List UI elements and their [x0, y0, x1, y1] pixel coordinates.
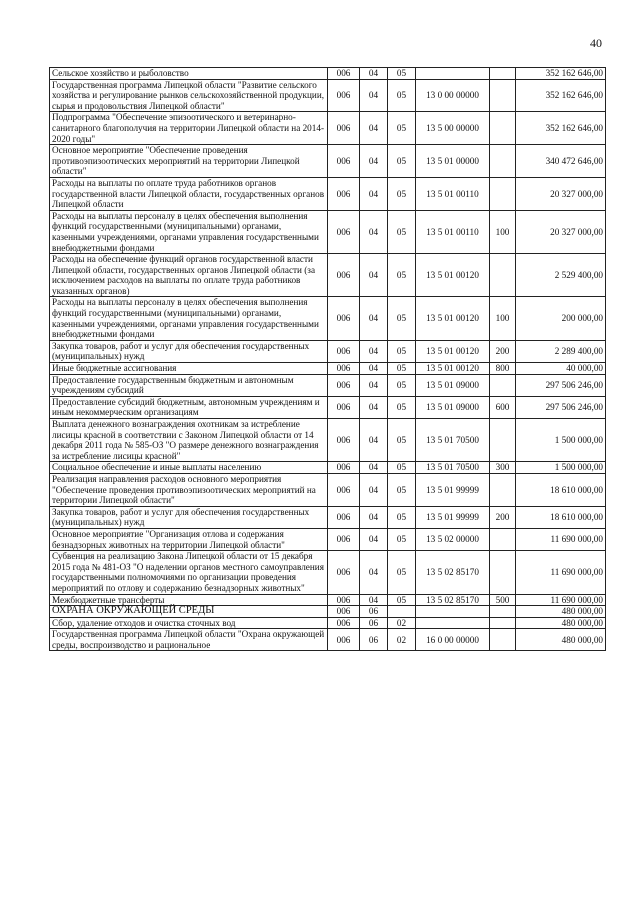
subsection-code-cell: 05	[388, 112, 416, 145]
expense-type-cell: 800	[490, 363, 516, 375]
amount-cell: 480 000,00	[516, 617, 606, 629]
expense-name-cell: Социальное обеспечение и иные выплаты населению	[50, 462, 328, 474]
section-code-cell: 04	[360, 594, 388, 606]
target-article-cell: 13 5 01 70500	[416, 462, 490, 474]
table-row	[50, 254, 606, 297]
table-row	[50, 297, 606, 340]
expense-name-cell: Предоставление государственным бюджетным и автономным учреждениям субсидий	[50, 374, 328, 396]
section-code-cell: 04	[360, 79, 388, 112]
expense-type-cell	[490, 551, 516, 594]
amount-cell: 20 327 000,00	[516, 177, 606, 210]
target-article-cell: 13 5 01 00110	[416, 210, 490, 253]
amount-cell: 297 506 246,00	[516, 396, 606, 418]
table-row	[50, 473, 606, 506]
amount-cell: 352 162 646,00	[516, 68, 606, 80]
table-row	[50, 210, 606, 253]
expense-type-cell	[490, 419, 516, 462]
expense-type-cell: 300	[490, 462, 516, 474]
page-number: 40	[590, 36, 602, 50]
section-code-cell: 06	[360, 617, 388, 629]
table-row	[50, 629, 606, 651]
table-row	[50, 374, 606, 396]
target-article-cell: 13 5 01 99999	[416, 473, 490, 506]
expense-type-cell	[490, 374, 516, 396]
section-code-cell: 04	[360, 68, 388, 80]
section-code-cell: 04	[360, 363, 388, 375]
expense-name-cell: Основное мероприятие "Обеспечение проведения противоэпизоотических мероприятий на территории Липецкой области"	[50, 145, 328, 178]
section-code-cell: 04	[360, 112, 388, 145]
target-article-cell	[416, 606, 490, 618]
amount-cell: 352 162 646,00	[516, 79, 606, 112]
expense-type-cell	[490, 473, 516, 506]
expense-type-cell	[490, 606, 516, 618]
target-article-cell: 13 5 02 85170	[416, 594, 490, 606]
section-code-cell: 04	[360, 145, 388, 178]
expense-type-cell	[490, 68, 516, 80]
target-article-cell	[416, 617, 490, 629]
ministry-code-cell: 006	[328, 462, 360, 474]
subsection-code-cell: 05	[388, 551, 416, 594]
expense-name-cell: Выплата денежного вознаграждения охотникам за истребление лисицы красной в соответствии с Законом Липецкой области от 14 декабря 2011 года № 585-ОЗ "О размере денежного вознаграждения за истребление лисицы красной"	[50, 419, 328, 462]
ministry-code-cell: 006	[328, 210, 360, 253]
amount-cell: 20 327 000,00	[516, 210, 606, 253]
expense-type-cell: 100	[490, 210, 516, 253]
table-row	[50, 606, 606, 618]
subsection-code-cell: 05	[388, 506, 416, 528]
subsection-code-cell: 05	[388, 419, 416, 462]
subsection-code-cell: 05	[388, 340, 416, 362]
table-row	[50, 462, 606, 474]
amount-cell: 200 000,00	[516, 297, 606, 340]
table-row	[50, 79, 606, 112]
expense-name-cell: Государственная программа Липецкой области "Охрана окружающей среды, воспроизводство и рациональное	[50, 629, 328, 651]
expense-name-cell: Расходы на выплаты персоналу в целях обеспечения выполнения функций государственными (муниципальными) органами, казенными учреждениями, органами управления государственными внебюджетными фондами	[50, 210, 328, 253]
table-row	[50, 506, 606, 528]
target-article-cell: 13 0 00 00000	[416, 79, 490, 112]
expense-name-cell: Расходы на выплаты персоналу в целях обеспечения выполнения функций государственными (муниципальными) органами, казенными учреждениями, органами управления государственными внебюджетными фондами	[50, 297, 328, 340]
target-article-cell: 13 5 01 70500	[416, 419, 490, 462]
ministry-code-cell: 006	[328, 551, 360, 594]
target-article-cell: 13 5 01 00120	[416, 254, 490, 297]
subsection-code-cell: 05	[388, 363, 416, 375]
amount-cell: 11 690 000,00	[516, 528, 606, 550]
subsection-code-cell: 05	[388, 297, 416, 340]
ministry-code-cell: 006	[328, 177, 360, 210]
amount-cell: 340 472 646,00	[516, 145, 606, 178]
target-article-cell: 16 0 00 00000	[416, 629, 490, 651]
expense-name-cell: Сельское хозяйство и рыболовство	[50, 68, 328, 80]
target-article-cell: 13 5 01 00120	[416, 363, 490, 375]
expense-name-cell: Государственная программа Липецкой области "Развитие сельского хозяйства и регулирование рынков сельскохозяйственной продукции, сырья и продовольствия Липецкой области"	[50, 79, 328, 112]
section-code-cell: 06	[360, 606, 388, 618]
ministry-code-cell: 006	[328, 594, 360, 606]
expense-type-cell: 500	[490, 594, 516, 606]
target-article-cell: 13 5 00 00000	[416, 112, 490, 145]
section-code-cell: 04	[360, 254, 388, 297]
subsection-code-cell: 02	[388, 617, 416, 629]
section-code-cell: 04	[360, 551, 388, 594]
ministry-code-cell: 006	[328, 112, 360, 145]
target-article-cell	[416, 68, 490, 80]
target-article-cell: 13 5 01 00000	[416, 145, 490, 178]
expense-type-cell	[490, 145, 516, 178]
section-code-cell: 04	[360, 374, 388, 396]
expense-type-cell: 100	[490, 297, 516, 340]
target-article-cell: 13 5 01 99999	[416, 506, 490, 528]
table-row	[50, 419, 606, 462]
section-code-cell: 04	[360, 177, 388, 210]
table-row	[50, 363, 606, 375]
subsection-code-cell: 05	[388, 79, 416, 112]
section-code-cell: 04	[360, 462, 388, 474]
amount-cell: 11 690 000,00	[516, 551, 606, 594]
expense-type-cell	[490, 617, 516, 629]
expense-name-cell: Межбюджетные трансферты	[50, 594, 328, 606]
expense-type-cell	[490, 528, 516, 550]
table-row	[50, 145, 606, 178]
table-row	[50, 177, 606, 210]
amount-cell: 18 610 000,00	[516, 473, 606, 506]
section-code-cell: 06	[360, 629, 388, 651]
section-code-cell: 04	[360, 210, 388, 253]
section-code-cell: 04	[360, 506, 388, 528]
amount-cell: 480 000,00	[516, 606, 606, 618]
expense-name-cell: Иные бюджетные ассигнования	[50, 363, 328, 375]
expense-name-cell: Закупка товаров, работ и услуг для обеспечения государственных (муниципальных) нужд	[50, 340, 328, 362]
target-article-cell: 13 5 01 00120	[416, 340, 490, 362]
section-code-cell: 04	[360, 297, 388, 340]
table-row	[50, 68, 606, 80]
target-article-cell: 13 5 02 00000	[416, 528, 490, 550]
ministry-code-cell: 006	[328, 297, 360, 340]
table-row	[50, 551, 606, 594]
table-row	[50, 340, 606, 362]
subsection-code-cell: 05	[388, 210, 416, 253]
subsection-code-cell: 05	[388, 68, 416, 80]
ministry-code-cell: 006	[328, 340, 360, 362]
subsection-code-cell: 05	[388, 528, 416, 550]
expense-name-cell: Закупка товаров, работ и услуг для обеспечения государственных (муниципальных) нужд	[50, 506, 328, 528]
target-article-cell: 13 5 02 85170	[416, 551, 490, 594]
expense-name-cell: Реализация направления расходов основного мероприятия "Обеспечение проведения противоэпизоотических мероприятий на территории Липецкой области"	[50, 473, 328, 506]
expense-name-cell: Расходы на выплаты по оплате труда работников органов государственной власти Липецкой области, государственных органов Липецкой области	[50, 177, 328, 210]
amount-cell: 2 529 400,00	[516, 254, 606, 297]
target-article-cell: 13 5 01 00110	[416, 177, 490, 210]
ministry-code-cell: 006	[328, 617, 360, 629]
subsection-code-cell: 05	[388, 254, 416, 297]
amount-cell: 352 162 646,00	[516, 112, 606, 145]
target-article-cell: 13 5 01 09000	[416, 396, 490, 418]
expense-type-cell	[490, 629, 516, 651]
subsection-code-cell: 05	[388, 177, 416, 210]
section-code-cell: 04	[360, 419, 388, 462]
ministry-code-cell: 006	[328, 506, 360, 528]
ministry-code-cell: 006	[328, 145, 360, 178]
expense-type-cell	[490, 79, 516, 112]
budget-table	[49, 67, 606, 651]
target-article-cell: 13 5 01 09000	[416, 374, 490, 396]
table-row	[50, 112, 606, 145]
expense-name-cell: ОХРАНА ОКРУЖАЮЩЕЙ СРЕДЫ	[50, 606, 328, 618]
subsection-code-cell: 05	[388, 594, 416, 606]
expense-type-cell: 600	[490, 396, 516, 418]
subsection-code-cell: 05	[388, 462, 416, 474]
expense-type-cell	[490, 254, 516, 297]
ministry-code-cell: 006	[328, 528, 360, 550]
amount-cell: 1 500 000,00	[516, 462, 606, 474]
amount-cell: 2 289 400,00	[516, 340, 606, 362]
section-code-cell: 04	[360, 396, 388, 418]
ministry-code-cell: 006	[328, 419, 360, 462]
table-row	[50, 396, 606, 418]
expense-type-cell: 200	[490, 506, 516, 528]
amount-cell: 11 690 000,00	[516, 594, 606, 606]
table-row	[50, 528, 606, 550]
expense-type-cell	[490, 112, 516, 145]
section-code-cell: 04	[360, 528, 388, 550]
subsection-code-cell: 05	[388, 374, 416, 396]
expense-name-cell: Подпрограмма "Обеспечение эпизоотического и ветеринарно-санитарного благополучия на территории Липецкой области на 2014-2020 годы"	[50, 112, 328, 145]
ministry-code-cell: 006	[328, 374, 360, 396]
ministry-code-cell: 006	[328, 629, 360, 651]
expense-type-cell: 200	[490, 340, 516, 362]
ministry-code-cell: 006	[328, 363, 360, 375]
expense-name-cell: Предоставление субсидий бюджетным, автономным учреждениям и иным некоммерческим организациям	[50, 396, 328, 418]
subsection-code-cell: 05	[388, 145, 416, 178]
expense-type-cell	[490, 177, 516, 210]
ministry-code-cell: 006	[328, 473, 360, 506]
ministry-code-cell: 006	[328, 68, 360, 80]
ministry-code-cell: 006	[328, 396, 360, 418]
expense-name-cell: Основное мероприятие "Организация отлова и содержания безнадзорных животных на территории Липецкой области"	[50, 528, 328, 550]
amount-cell: 480 000,00	[516, 629, 606, 651]
ministry-code-cell: 006	[328, 79, 360, 112]
subsection-code-cell: 02	[388, 629, 416, 651]
table-row	[50, 594, 606, 606]
expense-name-cell: Расходы на обеспечение функций органов государственной власти Липецкой области, государственных органов Липецкой области (за исключением расходов на выплаты по оплате труда работников указанных органов)	[50, 254, 328, 297]
subsection-code-cell: 05	[388, 396, 416, 418]
section-code-cell: 04	[360, 473, 388, 506]
ministry-code-cell: 006	[328, 254, 360, 297]
section-code-cell: 04	[360, 340, 388, 362]
expense-name-cell: Субвенция на реализацию Закона Липецкой области от 15 декабря 2015 года № 481-ОЗ "О наделении органов местного самоуправления государственными полномочиями по организации проведения мероприятий по отлову и содержанию безнадзорных животных"	[50, 551, 328, 594]
subsection-code-cell: 05	[388, 473, 416, 506]
table-row	[50, 617, 606, 629]
amount-cell: 40 000,00	[516, 363, 606, 375]
amount-cell: 1 500 000,00	[516, 419, 606, 462]
ministry-code-cell: 006	[328, 606, 360, 618]
amount-cell: 18 610 000,00	[516, 506, 606, 528]
budget-table-body	[50, 68, 606, 651]
subsection-code-cell	[388, 606, 416, 618]
target-article-cell: 13 5 01 00120	[416, 297, 490, 340]
amount-cell: 297 506 246,00	[516, 374, 606, 396]
expense-name-cell: Сбор, удаление отходов и очистка сточных вод	[50, 617, 328, 629]
